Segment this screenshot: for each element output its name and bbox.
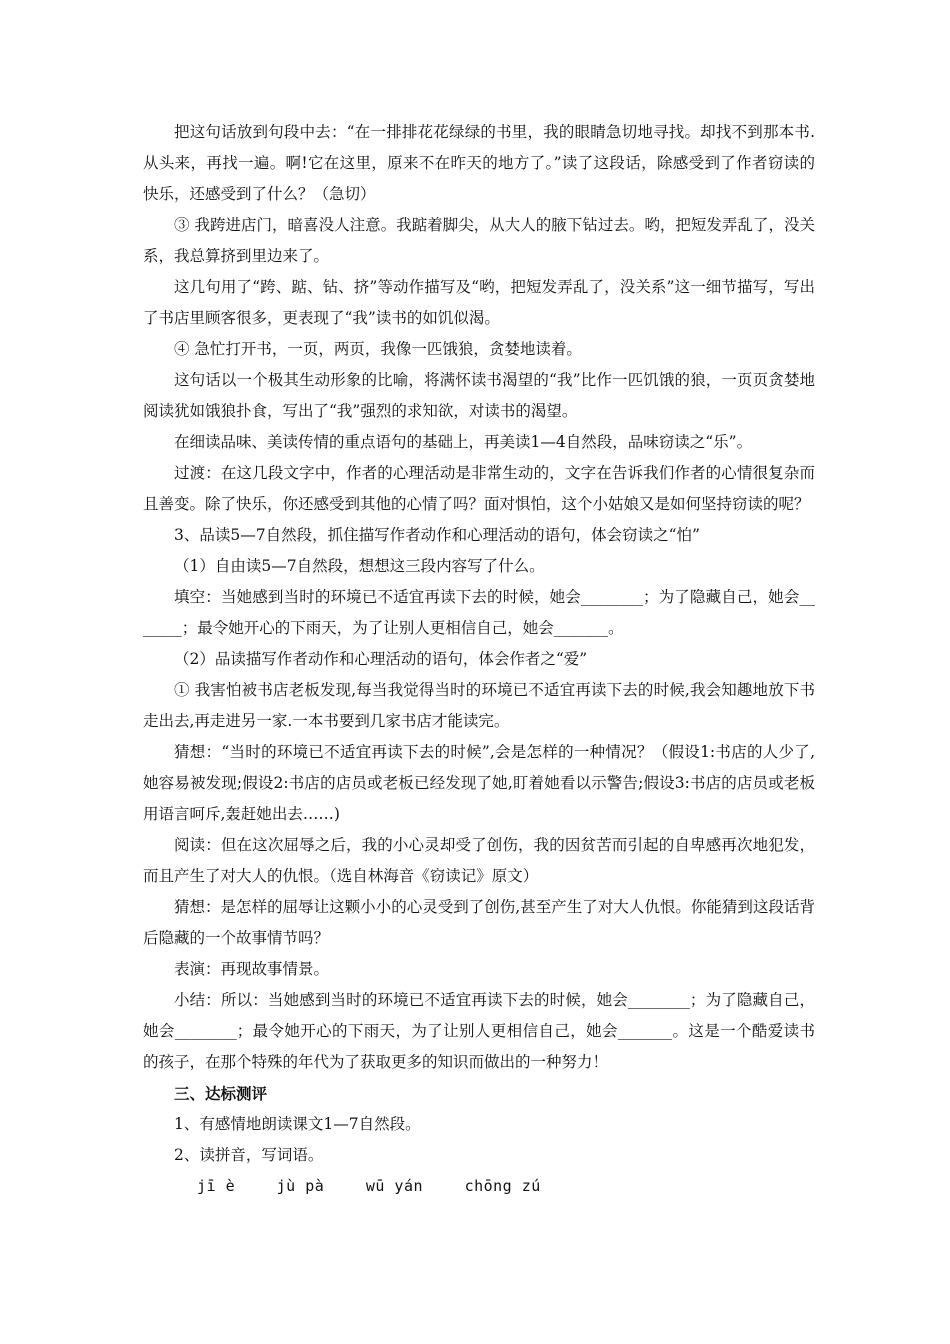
- paragraph-11: （2）品读描写作者动作和心理活动的语句，体会作者之“爱”: [174, 650, 588, 668]
- section-heading: 三、达标测评: [174, 1084, 268, 1103]
- paragraph-1: 把这句话放到句段中去：“在一排排花花绿绿的书里，我的眼睛急切地寻找。却找不到那本书.从头来，再找一遍。啊!它在这里，原来不在昨天的地方了。”读了这段话，除感受到了作者窃读的快乐，还感受到了什么？（急切）: [143, 123, 815, 203]
- paragraph-3: 这几句用了“跨、踮、钻、挤”等动作描写及“哟，把短发弄乱了，没关系”这一细节描写，写出了书店里顾客很多，更表现了“我”读书的如饥似渴。: [143, 278, 815, 327]
- task-1: 1、有感情地朗读课文1—7自然段。: [174, 1115, 421, 1133]
- document-body: [143, 117, 815, 1202]
- paragraph-7: 过渡：在这几段文字中，作者的心理活动是非常生动的，文字在告诉我们作者的心情很复杂而且善变。除了快乐，你还感受到其他的心情了吗？面对惧怕，这个小姑娘又是如何坚持窃读的呢？: [143, 464, 815, 513]
- paragraph-4: ④ 急忙打开书，一页，两页，我像一匹饿狼，贪婪地读着。: [174, 340, 582, 358]
- paragraph-12: ① 我害怕被书店老板发现,每当我觉得当时的环境已不适宜再读下去的时候,我会知趣地放下书走出去,再走进另一家.一本书要到几家书店才能读完。: [143, 681, 815, 730]
- paragraph-15: 猜想：是怎样的屈辱让这颗小小的心灵受到了创伤,甚至产生了对大人仇恨。你能猜到这段话背后隐藏的一个故事情节吗？: [143, 898, 815, 947]
- paragraph-14: 阅读：但在这次屈辱之后，我的小心灵却受了创伤，我的因贫苦而引起的自卑感再次地犯发，而且产生了对大人的仇恨。（选自林海音《窃读记》原文）: [143, 836, 815, 885]
- paragraph-6: 在细读品味、美读传情的重点语句的基础上，再美读1—4自然段，品味窃读之“乐”。: [174, 433, 753, 451]
- paragraph-17: 小结：所以：当她感到当时的环境已不适宜再读下去的时候，她会________；为了隐藏自己，她会________；最令她开心的下雨天，为了让别人更相信自己，她会_______。这是一个酷爱读书的孩子，在那个特殊的年代为了获取更多的知识而做出的一种努力！: [143, 991, 815, 1071]
- pinyin-item: wū yán: [365, 1177, 424, 1195]
- paragraph-5: 这句话以一个极其生动形象的比喻，将满怀读书渴望的“我”比作一匹饥饿的狼，一页页贪婪地阅读犹如饿狼扑食，写出了“我”强烈的求知欲，对读书的渴望。: [143, 371, 815, 420]
- task-2: 2、读拼音，写词语。: [174, 1146, 324, 1164]
- pinyin-item: jī è: [197, 1177, 236, 1195]
- pinyin-item: jù pà: [276, 1177, 325, 1195]
- paragraph-13: 猜想：“当时的环境已不适宜再读下去的时候”,会是怎样的一种情况？（假设1:书店的人少了,她容易被发现;假设2:书店的店员或老板已经发现了她,盯着她看以示警告;假设3:书店的店员或老板用语言呵斥,轰赶她出去……): [143, 743, 815, 823]
- paragraph-9: （1）自由读5—7自然段，想想这三段内容写了什么。: [174, 557, 545, 575]
- paragraph-10: 填空：当她感到当时的环境已不适宜再读下去的时候，她会________；为了隐藏自己，她会_______；最令她开心的下雨天，为了让别人更相信自己，她会_______。: [143, 588, 815, 637]
- paragraph-2: ③ 我跨进店门，暗喜没人注意。我踮着脚尖，从大人的腋下钻过去。哟，把短发弄乱了，没关系，我总算挤到里边来了。: [143, 216, 815, 265]
- paragraph-16: 表演：再现故事情景。: [174, 960, 330, 978]
- pinyin-item: chōng zú: [464, 1177, 541, 1195]
- paragraph-8: 3、品读5—7自然段，抓住描写作者动作和心理活动的语句，体会窃读之“怕”: [174, 526, 700, 544]
- pinyin-row: [143, 1171, 815, 1202]
